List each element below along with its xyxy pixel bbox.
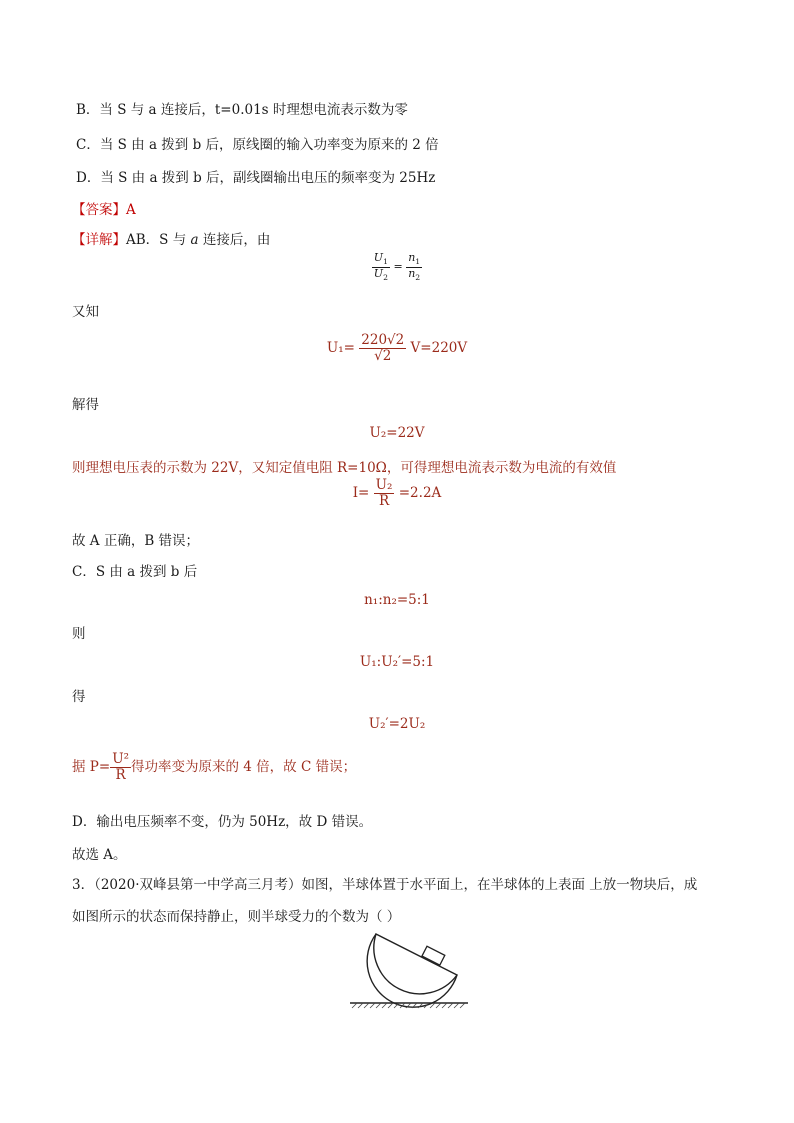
power-suffix: 得功率变为原来的 4 倍，故 C 错误； xyxy=(130,758,357,775)
u1-den: √2 xyxy=(374,347,392,364)
p-num: U² xyxy=(112,751,129,767)
c-start: C．S 由 a 拨到 b 后 xyxy=(72,564,198,580)
power-line xyxy=(72,752,356,783)
solve-label: 解得 xyxy=(72,397,99,413)
u1-num: 220√2 xyxy=(361,332,405,348)
fraction-i xyxy=(374,478,395,509)
de-label: 得 xyxy=(72,689,86,705)
u1-lhs: U₁= xyxy=(326,339,355,356)
i-lhs: I= xyxy=(352,484,370,501)
equation-turns-ratio: $\frac{U_1}{U_2}$ = $\frac{n_1}{n_2}$ xyxy=(373,251,421,282)
conclude-ab: 故 A 正确，B 错误； xyxy=(72,533,200,549)
equation-u2-prime: U₂′=2U₂ xyxy=(368,716,426,732)
i-den: R xyxy=(378,492,390,509)
hemisphere-body xyxy=(374,934,457,994)
detail-tag: 【详解】 xyxy=(72,232,126,248)
question-3-line-1: 3．（2020·双峰县第一中学高三月考）如图，半球体置于水平面上，在半球体的上表面 上放一物块后，成 xyxy=(72,877,698,893)
choose-line: 故选 A。 xyxy=(72,847,127,863)
d-line: D．输出电压频率不变，仍为 50Hz，故 D 错误。 xyxy=(72,814,373,830)
equation-current xyxy=(0,478,794,509)
voltmeter-line: 则理想电压表的示数为 22V，又知定值电阻 R=10Ω，可得理想电流表示数为电流的有效值 xyxy=(72,460,617,476)
option-b: B．当 S 与 a 连接后，t=0.01s 时理想电流表示数为零 xyxy=(76,102,408,118)
i-rhs: =2.2A xyxy=(398,484,442,501)
fraction-u1-u2: $\frac{U_1}{U_2}$ xyxy=(373,251,388,282)
power-prefix: 据 P= xyxy=(72,758,111,775)
fraction-n1-n2: $\frac{n_1}{n_2}$ xyxy=(408,251,421,282)
equation-turns: n₁:n₂=5:1 xyxy=(364,592,430,608)
detail-heading xyxy=(72,228,270,248)
p-den: R xyxy=(115,766,126,783)
fraction-u1 xyxy=(359,333,406,364)
equation-voltage-ratio: U₁:U₂′=5:1 xyxy=(359,654,435,670)
also-know: 又知 xyxy=(72,304,99,320)
option-c: C．当 S 由 a 拨到 b 后，原线圈的输入功率变为原来的 2 倍 xyxy=(76,137,439,153)
i-num: U₂ xyxy=(375,477,393,493)
block xyxy=(422,946,445,965)
question-3-line-2: 如图所示的状态而保持静止，则半球受力的个数为（ ） xyxy=(72,909,401,925)
detail-text: AB．S 与 a 连接后，由 xyxy=(126,232,271,248)
equation-u1 xyxy=(0,333,794,364)
option-d: D．当 S 由 a 拨到 b 后，副线圈输出电压的频率变为 25Hz xyxy=(76,170,436,186)
fraction-power xyxy=(110,752,131,783)
hemisphere-figure xyxy=(346,928,472,1012)
answer-line: 【答案】A xyxy=(72,202,136,218)
u1-rhs: V=220V xyxy=(410,339,468,356)
equation-u2: U₂=22V xyxy=(369,425,425,441)
ze-label: 则 xyxy=(72,626,86,642)
